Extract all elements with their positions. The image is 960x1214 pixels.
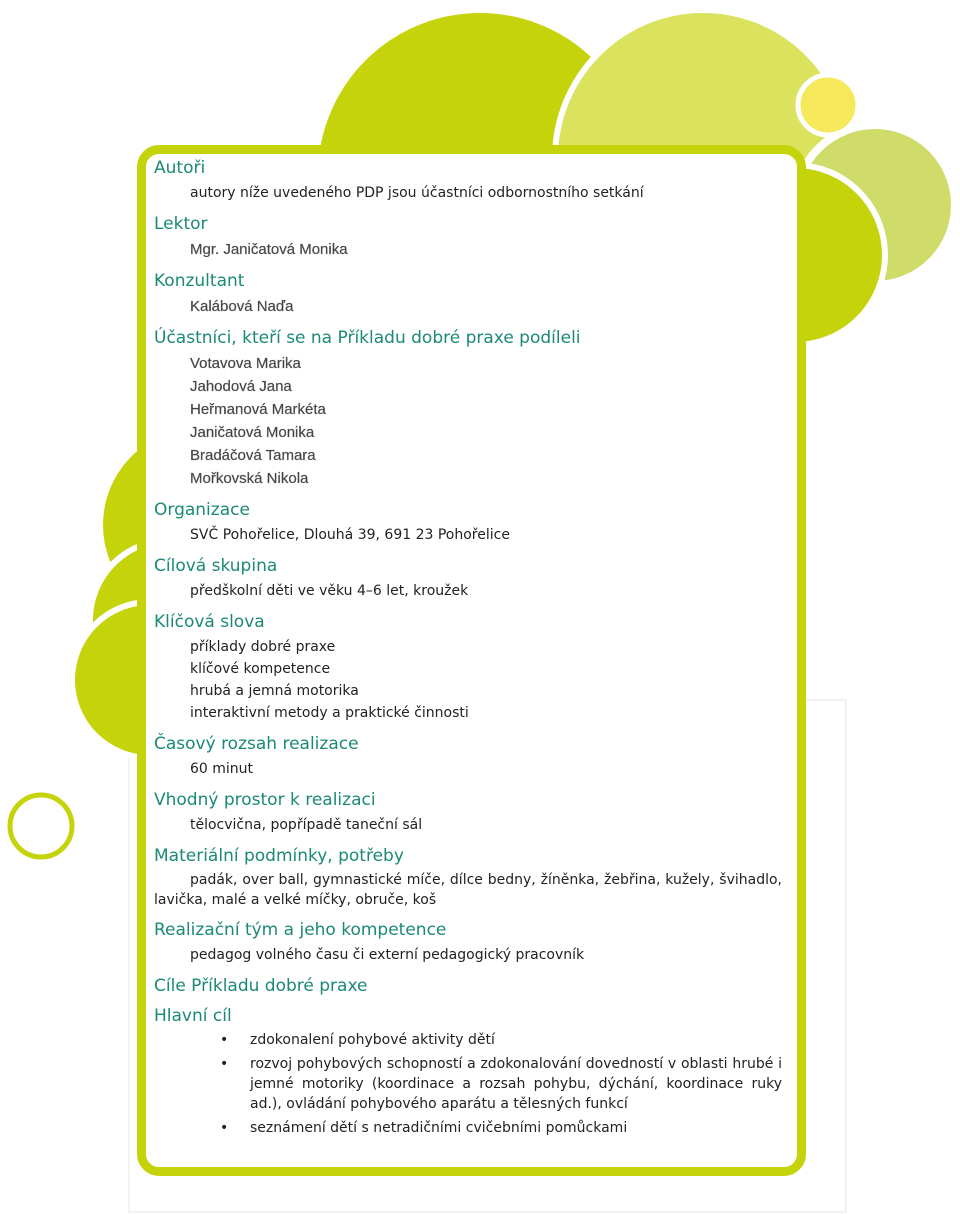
main-goal-list bbox=[154, 1030, 782, 1138]
consultant-name: Kalábová Naďa bbox=[190, 298, 294, 315]
goal-text: rozvoj pohybových schopností a zdokonalování dovedností v oblasti hrubé i jemné motoriky (koordinace a rozsah pohybu, dýchání, koordinace ruky ad.), ovládání pohybového aparátu a tělesných funkcí bbox=[250, 1056, 782, 1112]
project-summary bbox=[154, 158, 782, 1148]
time-text: 60 minut bbox=[190, 761, 254, 777]
list-item bbox=[154, 1118, 782, 1138]
section-team bbox=[154, 920, 782, 966]
keyword-item: klíčové kompetence bbox=[190, 661, 331, 677]
heading-materials: Materiální podmínky, potřeby bbox=[154, 846, 404, 866]
section-participants bbox=[154, 328, 782, 490]
section-time bbox=[154, 734, 782, 780]
participant-name: Janičatová Monika bbox=[190, 424, 315, 441]
keyword-item: příklady dobré praxe bbox=[190, 639, 336, 655]
participant-name: Mořkovská Nikola bbox=[190, 470, 309, 487]
heading-participants: Účastníci, kteří se na Příkladu dobré praxe podíleli bbox=[154, 328, 581, 348]
heading-keywords: Klíčová slova bbox=[154, 612, 265, 632]
section-consultant bbox=[154, 271, 782, 318]
heading-authors: Autoři bbox=[154, 158, 206, 178]
ring-outline bbox=[10, 795, 72, 857]
section-authors bbox=[154, 158, 782, 204]
goal-text: zdokonalení pohybové aktivity dětí bbox=[250, 1032, 495, 1048]
section-materials bbox=[154, 846, 782, 910]
heading-team: Realizační tým a jeho kompetence bbox=[154, 920, 447, 940]
heading-lecturer: Lektor bbox=[154, 214, 208, 234]
team-text: pedagog volného času či externí pedagogický pracovník bbox=[190, 947, 585, 963]
heading-organization: Organizace bbox=[154, 500, 250, 520]
section-target-group bbox=[154, 556, 782, 602]
heading-goals: Cíle Příkladu dobré praxe bbox=[154, 976, 368, 996]
authors-text: autory níže uvedeného PDP jsou účastníci odbornostního setkání bbox=[190, 185, 644, 201]
participant-name: Heřmanová Markéta bbox=[190, 401, 326, 418]
target-group-text: předškolní děti ve věku 4–6 let, kroužek bbox=[190, 583, 469, 599]
section-organization bbox=[154, 500, 782, 546]
participant-name: Votavova Marika bbox=[190, 355, 301, 372]
space-text: tělocvična, popřípadě taneční sál bbox=[190, 817, 423, 833]
section-space bbox=[154, 790, 782, 836]
heading-consultant: Konzultant bbox=[154, 271, 245, 291]
keyword-item: hrubá a jemná motorika bbox=[190, 683, 359, 699]
list-item bbox=[154, 1030, 782, 1050]
section-lecturer bbox=[154, 214, 782, 261]
participant-name: Jahodová Jana bbox=[190, 378, 292, 395]
section-goals bbox=[154, 976, 782, 996]
heading-space: Vhodný prostor k realizaci bbox=[154, 790, 376, 810]
lecturer-name: Mgr. Janičatová Monika bbox=[190, 241, 348, 258]
heading-time: Časový rozsah realizace bbox=[154, 734, 359, 754]
bubble-yellow bbox=[798, 75, 858, 135]
heading-main-goal: Hlavní cíl bbox=[154, 1006, 232, 1026]
bullet-icon: • bbox=[220, 1032, 229, 1048]
list-item bbox=[154, 1054, 782, 1114]
participant-name: Bradáčová Tamara bbox=[190, 447, 316, 464]
heading-target-group: Cílová skupina bbox=[154, 556, 278, 576]
keyword-item: interaktivní metody a praktické činnosti bbox=[190, 705, 469, 721]
materials-text: padák, over ball, gymnastické míče, dílce bedny, žíněnka, žebřina, kužely, švihadlo, lavička, malé a velké míčky, obruče, koš bbox=[154, 872, 782, 908]
section-keywords bbox=[154, 612, 782, 724]
section-main-goal bbox=[154, 1006, 782, 1138]
goal-text: seznámení dětí s netradičními cvičebními pomůckami bbox=[250, 1120, 628, 1136]
bullet-icon: • bbox=[220, 1120, 229, 1136]
organization-text: SVČ Pohořelice, Dlouhá 39, 691 23 Pohořelice bbox=[190, 527, 510, 543]
bullet-icon: • bbox=[220, 1056, 229, 1072]
